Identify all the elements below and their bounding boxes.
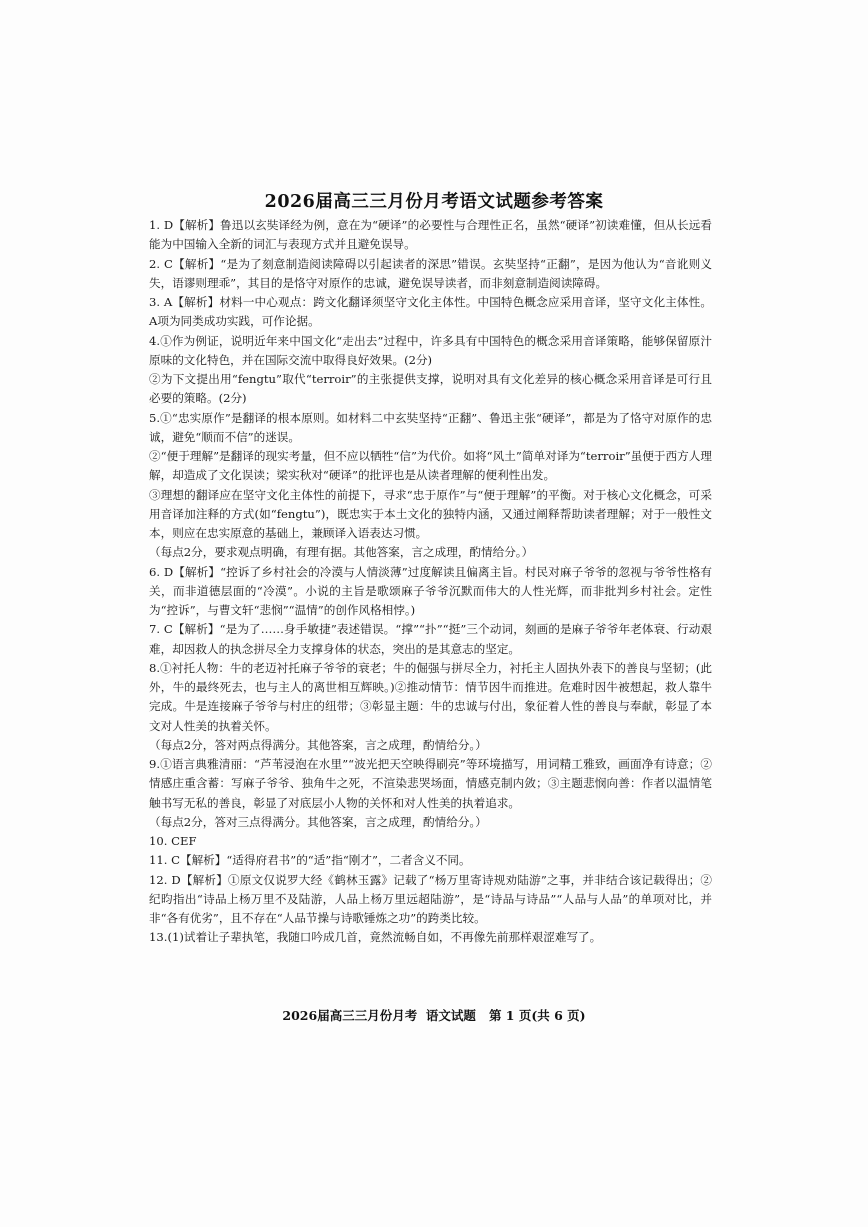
answer-paragraph: 9.①语言典雅清丽：“芦苇浸泡在水里”“波光把天空映得刷亮”等环境描写，用词精工雅致，画面净有诗意；②情感庄重含蓄：写麻子爷爷、独角牛之死，不渲染悲哭场面，情感克制内敛；③主题悲悯向善：作者以温情笔触书写无私的善良，彰显了对底层小人物的关怀和对人性美的执着追求。 [149, 757, 712, 810]
page-title: 2026届高三三月份月考语文试题参考答案 [264, 192, 604, 212]
answer-paragraph: 2. C【解析】“是为了刻意制造阅读障碍以引起读者的深思”错误。玄奘坚持“正翻”，是因为他认为“音讹则义失，语谬则理乖”，其目的是恪守对原作的忠诚，避免误导读者，而非刻意制造阅读障碍。 [149, 256, 712, 290]
answer-paragraph: （每点2分，答对三点得满分。其他答案，言之成理，酌情给分。） [149, 814, 487, 829]
answer-paragraph: 7. C【解析】“是为了……身手敏捷”表述错误。“撑”“扑”“挺”三个动词，刻画的是麻子爷爷年老体衰、行动艰难，却因救人的执念拼尽全力支撑身体的状态，突出的是其意志的坚定。 [149, 622, 712, 656]
answer-paragraph: 13.(1)试着让子辈执笔，我随口吟成几首，竟然流畅自如，不再像先前那样艰涩难写了。 [149, 930, 602, 945]
answer-paragraph: 5.①“忠实原作”是翻译的根本原则。如材料二中玄奘坚持“正翻”、鲁迅主张“硬译”，都是为了恪守对原作的忠诚，避免“顺而不信”的迷误。 [149, 410, 712, 444]
answer-paragraph: ③理想的翻译应在坚守文化主体性的前提下，寻求“忠于原作”与“便于理解”的平衡。对于核心文化概念，可采用音译加注释的方式(如“fengtu”)，既忠实于本土文化的独特内涵，又通过阐释帮助读者理解；对于一般性文本，则应在忠实原意的基础上，兼顾译入语表达习惯。 [149, 487, 712, 540]
answer-paragraph: 6. D【解析】“控诉了乡村社会的冷漠与人情淡薄”过度解读且偏离主旨。村民对麻子爷爷的忽视与爷爷性格有关，而非道德层面的“冷漠”。小说的主旨是歌颂麻子爷爷沉默而伟大的人性光辉，而非批判乡村社会。定性为“控诉”，与曹文轩“悲悯”“温情”的创作风格相悖。) [149, 564, 712, 617]
answer-paragraph: ②“便于理解”是翻译的现实考量，但不应以牺牲“信”为代价。如将“风土”简单对译为“terroir”虽便于西方人理解，却造成了文化误读；梁实秋对“硬译”的批评也是从读者理解的便利性出发。 [149, 449, 712, 483]
answer-body [149, 216, 712, 948]
answer-paragraph: 8.①衬托人物：牛的老迈衬托麻子爷爷的衰老；牛的倔强与拼尽全力，衬托主人固执外表下的善良与坚韧；(此外，牛的最终死去，也与主人的离世相互辉映。)②推动情节：情节因牛而推进。危难时因牛被想起，救人靠牛完成。牛是连接麻子爷爷与村庄的纽带；③彰显主题：牛的忠诚与付出，象征着人性的善良与奉献，彰显了本文对人性美的执着关怀。 [149, 660, 712, 733]
answer-paragraph: （每点2分，要求观点明确，有理有据。其他答案，言之成理，酌情给分。） [149, 545, 534, 560]
answer-paragraph: 11. C【解析】“适得府君书”的“适”指“刚才”，二者含义不同。 [149, 853, 471, 868]
answer-paragraph: 3. A【解析】材料一中心观点：跨文化翻译须坚守文化主体性。中国特色概念应采用音译，坚守文化主体性。A项为同类成功实践，可作论据。 [149, 295, 712, 329]
answer-paragraph: 10. CEF [149, 834, 197, 848]
answer-paragraph: 1. D【解析】鲁迅以玄奘译经为例，意在为“硬译”的必要性与合理性正名，虽然“硬译”初读难懂，但从长远看能为中国输入全新的词汇与表现方式并且避免误导。 [149, 218, 712, 252]
answer-paragraph: 12. D【解析】①原文仅说罗大经《鹤林玉露》记载了“杨万里寄诗规劝陆游”之事，并非结合该记载得出；②纪昀指出“诗品上杨万里不及陆游，人品上杨万里远超陆游”，是“诗品与诗品”“人品与人品”的单项对比，并非“各有优劣”，且不存在“人品节操与诗歌锤炼之功”的跨类比较。 [149, 872, 712, 925]
answer-paragraph: （每点2分，答对两点得满分。其他答案，言之成理，酌情给分。） [149, 737, 487, 752]
answer-paragraph: 4.①作为例证，说明近年来中国文化“走出去”过程中，许多具有中国特色的概念采用音译策略，能够保留原汁原味的文化特色，并在国际交流中取得良好效果。(2分) [149, 333, 712, 367]
page-footer: 2026届高三三月份月考 语文试题 第 1 页(共 6 页) [282, 1008, 586, 1023]
answer-paragraph: ②为下文提出用“fengtu”取代“terroir”的主张提供支撑，说明对具有文化差异的核心概念采用音译是可行且必要的策略。(2分) [149, 372, 712, 406]
